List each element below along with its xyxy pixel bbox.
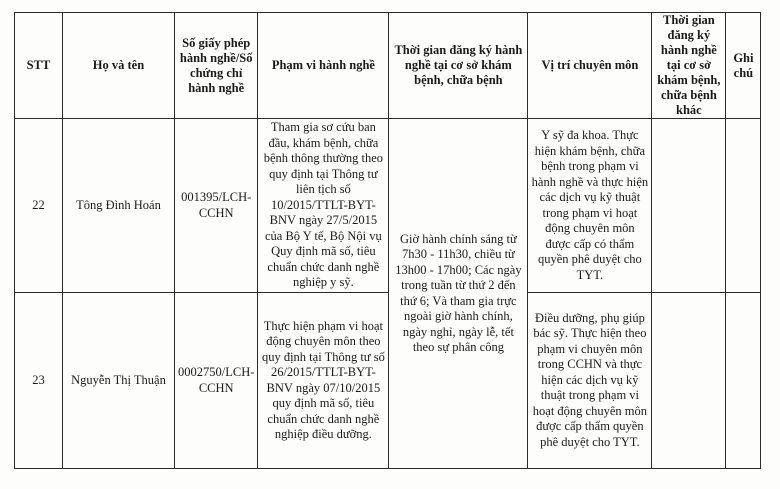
header-note: Ghi chú [726, 13, 761, 119]
header-position: Vị trí chuyên môn [528, 13, 652, 119]
cell-note [726, 293, 761, 469]
staff-table [14, 12, 761, 469]
cell-license: 001395/LCH-CCHN [175, 119, 258, 293]
cell-license: 0002750/LCH-CCHN [175, 293, 258, 469]
cell-shared-time: Giờ hành chính sáng từ 7h30 - 11h30, chiều từ 13h00 - 17h00; Các ngày trong tuần từ thứ 2 đến thứ 6; Và tham gia trực ngoài giờ hành chính, ngày nghỉ, ngày lễ, tết theo sự phân công [389, 119, 528, 469]
header-time: Thời gian đăng ký hành nghề tại cơ sở khám bệnh, chữa bệnh [389, 13, 528, 119]
table-header-row [15, 13, 761, 119]
header-scope: Phạm vi hành nghề [258, 13, 389, 119]
cell-stt: 22 [15, 119, 63, 293]
cell-position: Y sỹ đa khoa. Thực hiện khám bệnh, chữa bệnh trong phạm vi hành nghề và thực hiện các dịch vụ kỹ thuật trong phạm vi hoạt động chuyên môn được cấp có thẩm quyền phê duyệt cho TYT. [528, 119, 652, 293]
cell-note [726, 119, 761, 293]
header-license: Số giấy phép hành nghề/Số chứng chỉ hành nghề [175, 13, 258, 119]
cell-name: Nguyễn Thị Thuận [63, 293, 175, 469]
header-stt: STT [15, 13, 63, 119]
cell-name: Tông Đình Hoán [63, 119, 175, 293]
cell-other [652, 293, 726, 469]
cell-stt: 23 [15, 293, 63, 469]
cell-scope: Thực hiện phạm vi hoạt động chuyên môn theo quy định tại Thông tư số 26/2015/TTLT-BYT-BNV ngày 07/10/2015 quy định mã số, tiêu chuẩn chức danh nghề nghiệp điều dưỡng. [258, 293, 389, 469]
cell-other [652, 119, 726, 293]
header-name: Họ và tên [63, 13, 175, 119]
table-row [15, 119, 761, 293]
cell-scope: Tham gia sơ cứu ban đầu, khám bệnh, chữa bệnh thông thường theo quy định tại Thông tư liên tịch số 10/2015/TTLT-BYT-BNV ngày 27/5/2015 của Bộ Y tế, Bộ Nội vụ Quy định mã số, tiêu chuẩn chức danh nghề nghiệp y sỹ. [258, 119, 389, 293]
table-row [15, 293, 761, 469]
header-other: Thời gian đăng ký hành nghề tại cơ sở khám bệnh, chữa bệnh khác [652, 13, 726, 119]
cell-position: Điều dưỡng, phụ giúp bác sỹ. Thực hiện theo phạm vi chuyên môn trong CCHN và thực hiện các dịch vụ kỹ thuật trong phạm vi hoạt động chuyên môn được cấp thẩm quyền phê duyệt cho TYT. [528, 293, 652, 469]
